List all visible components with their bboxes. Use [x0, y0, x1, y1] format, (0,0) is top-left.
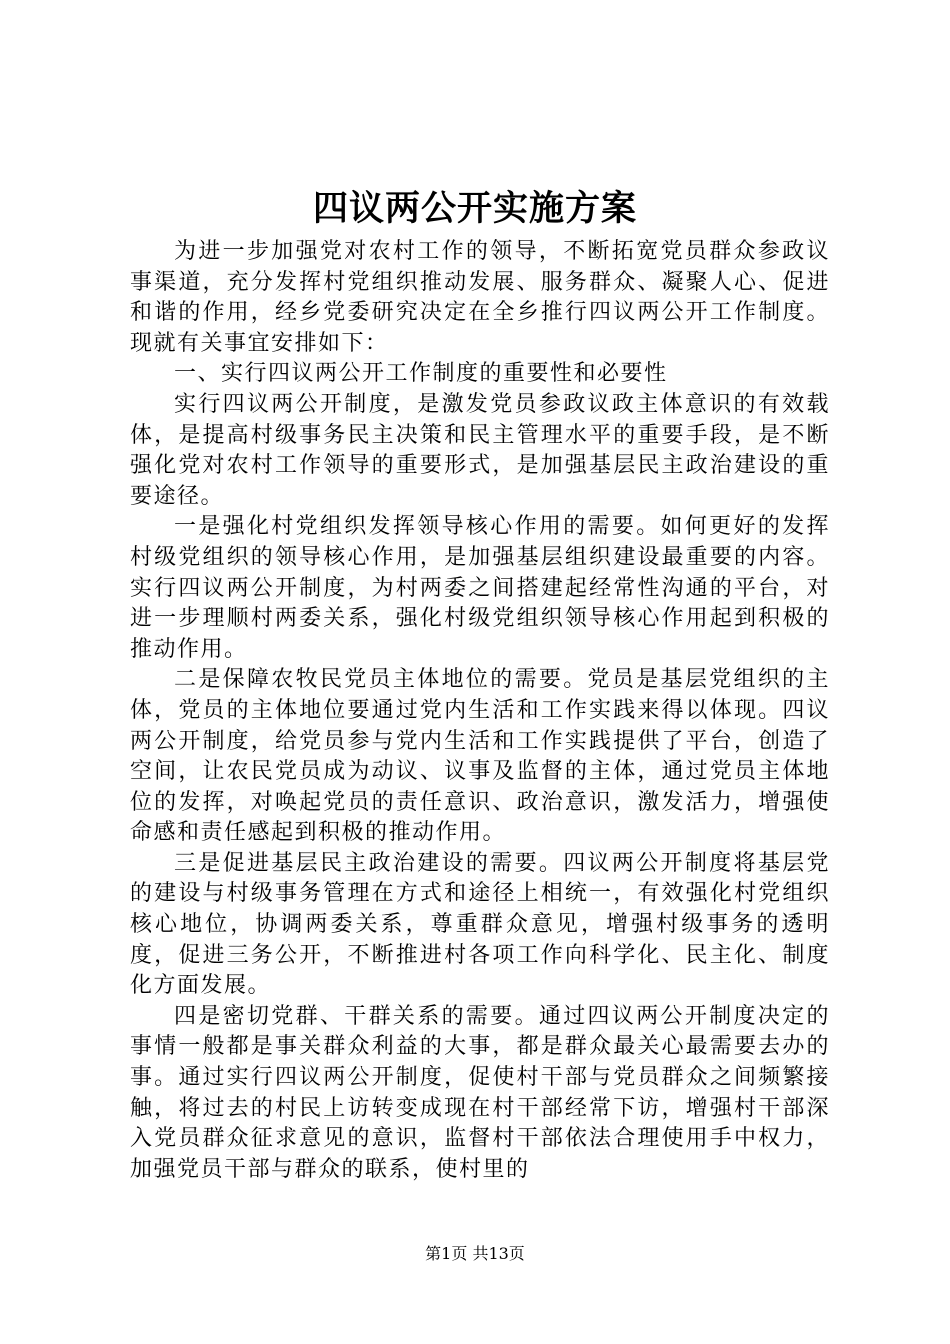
paragraph: 一是强化村党组织发挥领导核心作用的需要。如何更好的发挥村级党组织的领导核心作用，是加强基层组织建设最重要的内容。实行四议两公开制度，为村两委之间搭建起经常性沟通的平台，对进一步理顺村两委关系，强化村级党组织领导核心作用起到积极的推动作用。	[130, 514, 830, 662]
paragraph: 三是促进基层民主政治建设的需要。四议两公开制度将基层党的建设与村级事务管理在方式和途径上相统一，有效强化村党组织核心地位，协调两委关系，尊重群众意见，增强村级事务的透明度，促进三务公开，不断推进村各项工作向科学化、民主化、制度化方面发展。	[130, 850, 830, 999]
document-body	[130, 237, 830, 1185]
section-heading: 一、实行四议两公开工作制度的重要性和必要性	[174, 361, 668, 387]
paragraph: 实行四议两公开制度，是激发党员参政议政主体意识的有效载体，是提高村级事务民主决策和民主管理水平的重要手段，是不断强化党对农村工作领导的重要形式，是加强基层民主政治建设的重要途径。	[130, 391, 830, 509]
paragraph: 四是密切党群、干群关系的需要。通过四议两公开制度决定的事情一般都是事关群众利益的大事，都是群众最关心最需要去办的事。通过实行四议两公开制度，促使村干部与党员群众之间频繁接触，将过去的村民上访转变成现在村干部经常下访，增强村干部深入党员群众征求意见的意识，监督村干部依法合理使用手中权力，加强党员干部与群众的联系，使村里的	[130, 1003, 830, 1182]
paragraph: 二是保障农牧民党员主体地位的需要。党员是基层党组织的主体，党员的主体地位要通过党内生活和工作实践来得以体现。四议两公开制度，给党员参与党内生活和工作实践提供了平台，创造了空间，让农民党员成为动议、议事及监督的主体，通过党员主体地位的发挥，对唤起党员的责任意识、政治意识，激发活力，增强使命感和责任感起到积极的推动作用。	[130, 667, 830, 846]
document-title: 四议两公开实施方案	[312, 188, 637, 229]
paragraph: 为进一步加强党对农村工作的领导，不断拓宽党员群众参政议事渠道，充分发挥村党组织推动发展、服务群众、凝聚人心、促进和谐的作用，经乡党委研究决定在全乡推行四议两公开工作制度。现就有关事宜安排如下：	[130, 239, 830, 356]
page-footer: 第1页 共13页	[425, 1244, 525, 1263]
